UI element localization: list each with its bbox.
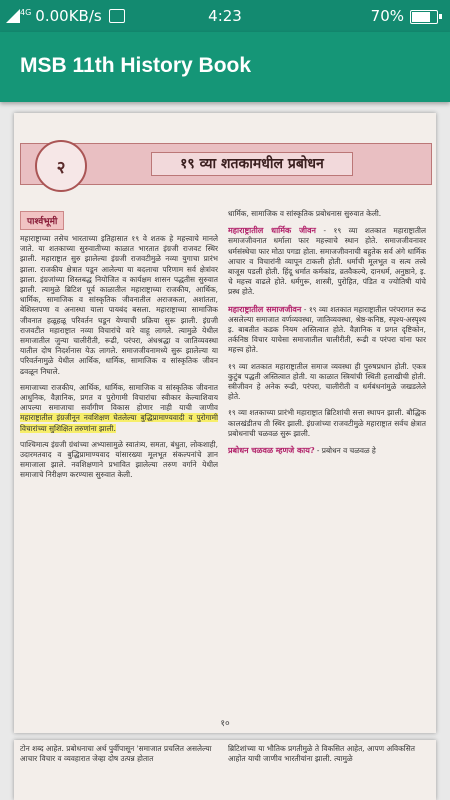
status-bar — [0, 0, 450, 32]
paragraph: १९ व्या शतकात महाराष्ट्रातील समाज व्यवस्था ही पुरुषप्रधान होती. एकत्र कुटुंब पद्धती अस्तित्वात होती. या काळात स्त्रियांची स्थिती हलाखीची होती. स्त्रीजीवन हे अनेक रूढी, परंपरा, चालीरीती व धर्मबंधनांमुळे जखडलेले होते. — [228, 361, 426, 402]
next-book-page[interactable] — [14, 740, 436, 800]
paragraph — [20, 383, 218, 434]
paragraph-text: - १९ व्या शतकात महाराष्ट्रातील समाजजीवनात धर्माला फार महत्त्वाचे स्थान होते. समाजजीवनावर धर्मसंस्थेचा फार मोठा पगडा होता. समाजजीवनाची बहुतेक सर्व अंगे धार्मिक आचार व विचारांनी व्यापून टाकली होती. धर्माची मूलभूत व सत्य तत्त्वे बाजूस पडली होती. हिंदू धर्मात कर्मकांड, व्रतवैकल्ये, दानधर्म, अनुष्ठाने, इ. चे महत्त्व वाढले होते. धर्मगुरू, शास्त्री, पुरोहित, पंडित व ज्योतिषी यांचे प्रस्थ होते. — [228, 226, 426, 297]
app-title: MSB 11th History Book — [20, 54, 252, 77]
page-number: १० — [220, 719, 230, 729]
paragraph: १९ व्या शतकाच्या प्रारंभी महाराष्ट्रात ब्रिटिशांची सत्ता स्थापन झाली. बौद्धिक कालखंडीतच ती स्थिर झाली. इंग्रजांच्या राजवटीमुळे महाराष्ट्रात सर्वच क्षेत्रात प्रबोधनाची चळवळ सुरू झाली. — [228, 408, 426, 438]
paragraph: महाराष्ट्राच्या तसेच भारताच्या इतिहासात १९ वे शतक हे महत्त्वाचे मानले जाते. या शतकाच्या सुरुवातीच्या काळात भारतात इंग्रजी राजवट स्थिर झाली. महाराष्ट्रात सुरु झालेल्या इंग्रजी राजवटीमुळे नव्या युगाचा प्रारंभ झाला. राजकीय क्षेत्रात पडून आलेल्या या बदलाचा परिणाम सर्व क्षेत्रांवर झाला. इंग्रजांच्या शिस्तबद्ध नियोजित व कार्यक्षम शासन पद्धतीस सुरुवात झाली. त्यामुळे ब्रिटिश पूर्व काळातील महाराष्ट्राच्या राजकीय, आर्थिक, धार्मिक, सामाजिक व सांस्कृतिक जीवनातील अराजकता, अशांतता, बेशिस्तपणा व अनास्था याला पायबंद बसला. महाराष्ट्राच्या सामाजिक जीवनात हळूहळू परिवर्तन घडून येण्याची प्रक्रिया सुरू झाली. इंग्रजी राजवटीत महाराष्ट्रात नव्या विचारांचे वारे वाहू लागले. त्यामुळे येथील समाजातील जुन्या चालीरीती, रूढी, परंपरा, अंधश्रद्धा व जातिव्यवस्था यातील दोष निदर्शनास येऊ लागले. समाजजीवनामध्ये सुरू झालेल्या या परिवर्तनामुळे येथील आर्थिक, धार्मिक, सामाजिक व सांस्कृतिक जीवन ढवळून निघाले. — [20, 234, 218, 376]
book-page[interactable] — [14, 113, 436, 733]
paragraph — [228, 304, 426, 356]
paragraph-text: - १९ व्या शतकात महाराष्ट्रातील परंपरागत रूढ असलेल्या समाजात वर्णव्यवस्था, जातिव्यवस्था, श्रेष्ठ-कनिष्ठ, स्पृश्य-अस्पृश्य इ. बाबतीत कडक नियम अस्तित्वात होते. वैज्ञानिक व प्रगत दृष्टिकोन, तर्कनिष्ठ विचार याचेसा समाजातील चालीरीती, रूढी व परंपरा यांना फार महत्त्व होते. — [228, 304, 426, 355]
right-column — [228, 209, 426, 719]
chapter-banner — [20, 143, 432, 185]
paragraph: पाश्चिमात्य इंग्रजी ग्रंथांच्या अभ्यासामुळे स्वातंत्र्य, समता, बंधुता, लोकशाही, उदारमतवाद व बुद्धिप्रामाण्यवाद यांसारख्या मूलभूत संकल्पनांचे ज्ञान समाजाला झाले. नवशिक्षणाने प्रभावित झालेल्या तरुण वर्गाने येथील समाजाचे निरीक्षण करण्यास सुरुवात केली. — [20, 439, 218, 480]
subheading: महाराष्ट्रातील समाजजीवन — [228, 303, 302, 314]
app-bar — [0, 32, 450, 102]
left-column — [20, 209, 218, 719]
subheading: महाराष्ट्रातील धार्मिक जीवन — [228, 225, 316, 236]
subheading: प्रबोधन चळवळ म्हणजे काय? — [228, 445, 315, 456]
battery-percent: 70% — [370, 7, 404, 25]
battery-icon — [410, 10, 438, 24]
clock: 4:23 — [208, 7, 242, 25]
network-speed: 0.00KB/s — [35, 7, 102, 25]
paragraph: धार्मिक, सामाजिक व सांस्कृतिक प्रबोधनास सुरुवात केली. — [228, 209, 382, 218]
highlighted-text: महाराष्ट्रातील इंग्रजीनून नवशिक्षण घेतलेल्या बुद्धिप्रामाण्यवादी व पुरोगामी विचारांच्या सुशिक्षित तरुणांना झाली. — [20, 413, 218, 433]
paragraph-text: - प्रबोधन व चळवळ हे — [316, 446, 376, 456]
paragraph: टोन शब्द आहेत. प्रबोधनाचा अर्थ पुर्वीपासून 'समाजात प्रचलित असलेल्या आचार विचार व व्यवहारात जेव्हा दोष उत्पन्न होतात — [20, 744, 212, 764]
paragraph — [228, 445, 426, 456]
paragraph: ब्रिटिशांच्या या भौतिक प्रगतीमुळे ते विकसित आहेत, आपण अविकसित आहोत याची जाणीव भारतीयांना झाली. त्यामुळे — [228, 744, 415, 764]
chapter-number: २ — [35, 140, 87, 192]
chapter-title: १९ व्या शतकामधील प्रबोधन — [151, 152, 353, 176]
paragraph — [228, 225, 426, 297]
paragraph-text: समाजाच्या राजकीय, आर्थिक, धार्मिक, सामाजिक व सांस्कृतिक जीवनात आधुनिक, वैज्ञानिक, प्रगत व पुरोगामी विचारांचा स्वीकार केल्याशिवाय आपल्या समाजाचा सर्वांगीण विकास होणार नाही याची जाणीव — [20, 382, 218, 413]
section-tag: पार्श्वभूमी — [20, 211, 64, 230]
network-type: 4G — [20, 7, 32, 17]
